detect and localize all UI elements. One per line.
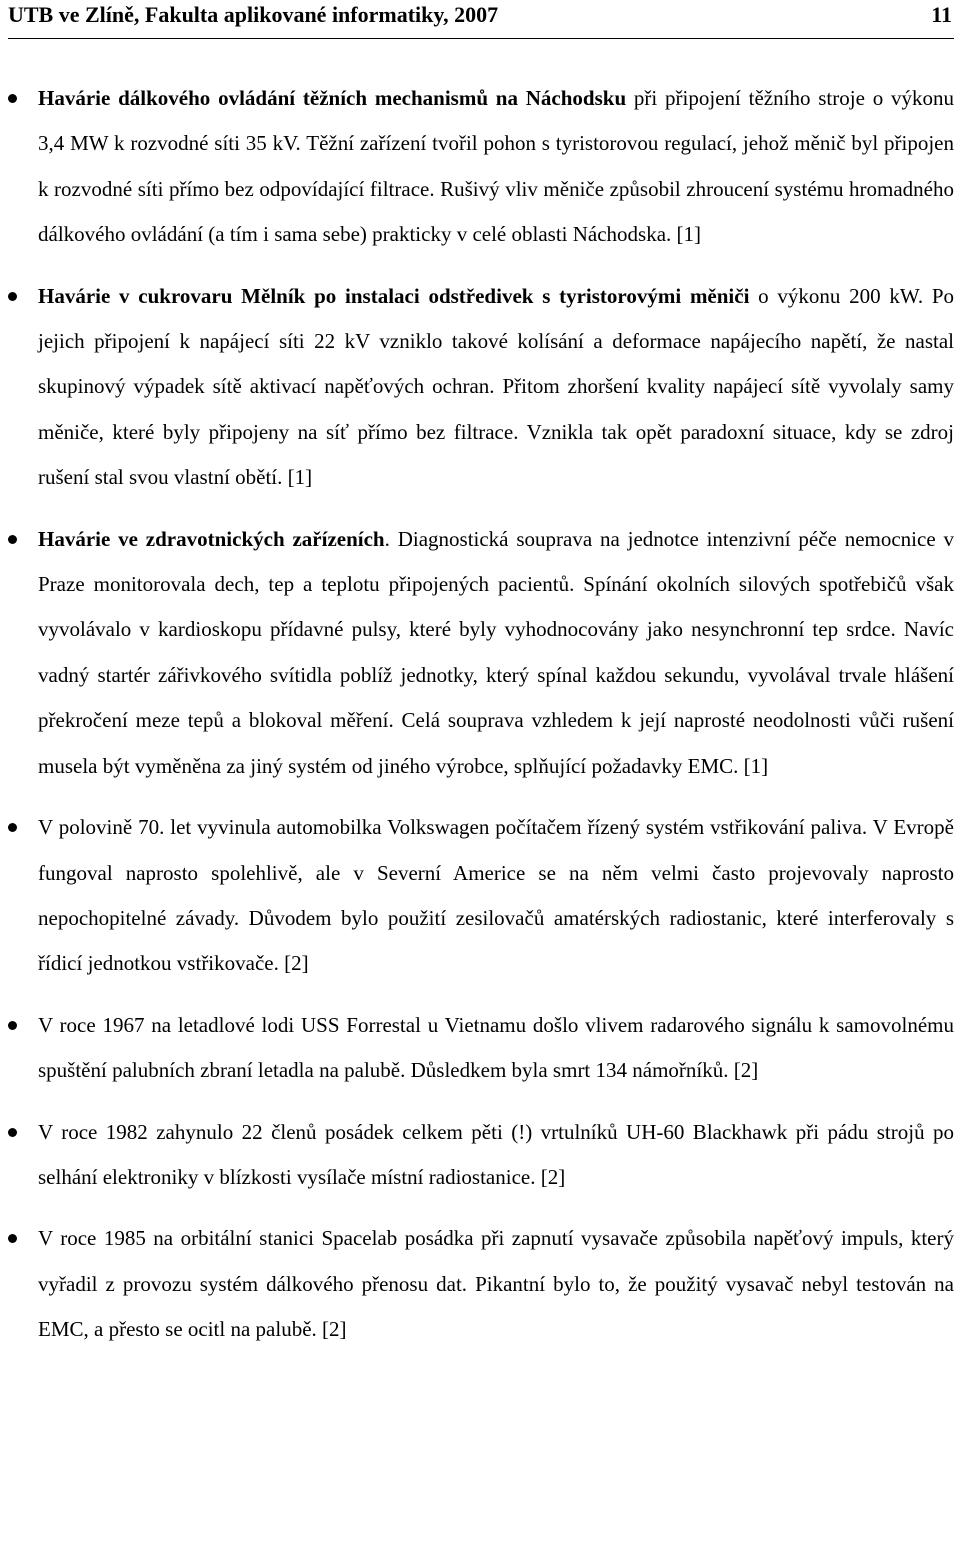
list-item	[0, 805, 960, 987]
page-number: 11	[931, 2, 952, 27]
list-item	[0, 274, 960, 501]
list-item	[0, 1216, 960, 1352]
list-item	[0, 1003, 960, 1094]
list-item	[0, 76, 960, 258]
item-text: V roce 1985 na orbitální stanici Spacelab posádka při zapnutí vysavače způsobila napěťový impuls, který vyřadil z provozu systém dálkového přenosu dat. Pikantní bylo to, že použitý vysavač nebyl testován na EMC, a přesto se ocitl na palubě. [2]	[38, 1226, 954, 1342]
item-bold-lead: Havárie ve zdravotnických zařízeních	[38, 526, 385, 551]
bullet-icon	[8, 1021, 17, 1030]
item-text: V polovině 70. let vyvinula automobilka Volkswagen počítačem řízený systém vstřikování paliva. V Evropě fungoval naprosto spolehlivě, ale v Severní Americe se na něm velmi často projevovaly naprosto nepochopitelné závady. Důvodem bylo použití zesilovačů amatérských radiostanic, které interferovaly s řídicí jednotkou vstřikovače. [2]	[38, 815, 954, 976]
incident-list	[0, 76, 960, 1369]
header-title: UTB ve Zlíně, Fakulta aplikované informatiky, 2007	[8, 2, 499, 27]
list-item	[0, 1110, 960, 1201]
item-bold-lead: Havárie v cukrovaru Mělník po instalaci odstředivek s tyristorovými měniči	[38, 283, 750, 308]
bullet-icon	[8, 1128, 17, 1137]
item-text: V roce 1982 zahynulo 22 členů posádek celkem pěti (!) vrtulníků UH-60 Blackhawk při pádu strojů po selhání elektroniky v blízkosti vysílače místní radiostanice. [2]	[38, 1119, 954, 1189]
list-item	[0, 517, 960, 789]
bullet-icon	[8, 1234, 17, 1243]
item-text: . Diagnostická souprava na jednotce intenzivní péče nemocnice v Praze monitorovala dech, tep a teplotu připojených pacientů. Spínání okolních silových spotřebičů však vyvolávalo v kardioskopu přídavné pulsy, které byly vyhodnocovány jako nesynchronní tep srdce. Navíc vadný startér zářivkového svítidla poblíž jednotky, který spínal každou sekundu, vyvolával trvale hlášení překročení meze tepů a blokoval měření. Celá souprava vzhledem k její naprosté neodolnosti vůči rušení musela být vyměněna za jiný systém od jiného výrobce, splňující požadavky EMC. [1]	[38, 526, 954, 778]
bullet-icon	[8, 535, 17, 544]
bullet-icon	[8, 292, 17, 301]
item-text: o výkonu 200 kW. Po jejich připojení k napájecí síti 22 kV vzniklo takové kolísání a deformace napájecího napětí, že nastal skupinový výpadek sítě aktivací napěťových ochran. Přitom zhoršení kvality napájecí sítě vyvolaly samy měniče, které byly připojeny na síť přímo bez filtrace. Vznikla tak opět paradoxní situace, kdy se zdroj rušení stal svou vlastní obětí. [1]	[38, 283, 955, 490]
item-bold-lead: Havárie dálkového ovládání těžních mechanismů na Náchodsku	[38, 86, 627, 110]
bullet-icon	[8, 823, 17, 832]
item-text: V roce 1967 na letadlové lodi USS Forrestal u Vietnamu došlo vlivem radarového signálu k samovolnému spuštění palubních zbraní letadla na palubě. Důsledkem byla smrt 134 námořníků. [2]	[38, 1012, 954, 1083]
bullet-icon	[8, 94, 17, 103]
page-header	[8, 0, 954, 39]
item-text: při připojení těžního stroje o výkonu 3,4 MW k rozvodné síti 35 kV. Těžní zařízení tvořil pohon s tyristorovou regulací, jehož měnič byl připojen k rozvodné síti přímo bez odpovídající filtrace. Rušivý vliv měniče způsobil zhroucení systému hromadného dálkového ovládání (a tím i sama sebe) prakticky v celé oblasti Náchodska. [1]	[38, 86, 954, 247]
